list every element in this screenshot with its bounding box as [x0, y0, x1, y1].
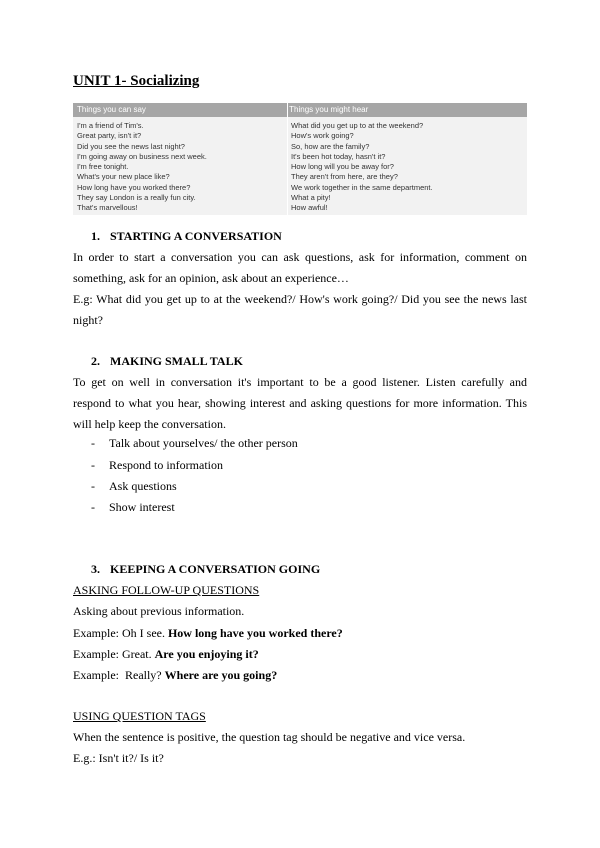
- phrase-cell: I'm going away on business next week.: [77, 151, 207, 161]
- section-heading-text: KEEPING A CONVERSATION GOING: [110, 562, 321, 576]
- column-things-you-might-hear: [291, 121, 433, 214]
- phrases-table-header: [73, 103, 527, 117]
- phrase-cell: So, how are the family?: [291, 141, 370, 151]
- section1-example: E.g: What did you get up to at the weekend?/ How's work going?/ Did you see the news last night?: [73, 292, 527, 327]
- section2-paragraph: To get on well in conversation it's important to be a good listener. Listen carefully and respond to what you hear, showing interest and asking questions for more information. This will help keep the conversation.: [73, 375, 527, 431]
- section-heading-text: STARTING A CONVERSATION: [110, 229, 282, 243]
- section-heading-text: MAKING SMALL TALK: [110, 354, 243, 368]
- phrase-cell: What a pity!: [291, 193, 331, 203]
- bullet-item: - Talk about yourselves/ the other person: [91, 436, 298, 450]
- phrase-cell: It's been hot today, hasn't it?: [291, 151, 386, 161]
- subheading-follow-up-questions: ASKING FOLLOW-UP QUESTIONS: [73, 583, 260, 597]
- section-number: 2.: [91, 354, 100, 368]
- phrase-cell: How awful!: [291, 203, 328, 213]
- column-things-you-can-say: [77, 121, 207, 214]
- section-heading-making-small-talk: [91, 354, 243, 369]
- bullet-item: - Show interest: [91, 500, 175, 514]
- bullet-item: - Ask questions: [91, 479, 177, 493]
- bullet-item: - Respond to information: [91, 458, 223, 472]
- subheading-question-tags: USING QUESTION TAGS: [73, 709, 206, 723]
- column-separator: [287, 103, 288, 215]
- phrase-cell: We work together in the same department.: [291, 182, 433, 192]
- phrase-cell: How long will you be away for?: [291, 162, 394, 172]
- phrase-cell: Great party, isn't it?: [77, 131, 142, 141]
- example-prefix: Example: Really?: [73, 668, 165, 682]
- section-heading-keeping-conversation-going: [91, 562, 320, 577]
- phrase-cell: I'm a friend of Tim's.: [77, 121, 144, 130]
- phrase-cell: How long have you worked there?: [77, 182, 191, 192]
- bullet-text: Respond to information: [109, 458, 223, 472]
- phrase-cell: Did you see the news last night?: [77, 141, 185, 151]
- example-prefix: Example: Oh I see.: [73, 626, 168, 640]
- phrase-cell: That's marvellous!: [77, 203, 138, 213]
- phrase-cell: What's your new place like?: [77, 172, 170, 182]
- section-number: 3.: [91, 562, 100, 576]
- bullet-text: Show interest: [109, 500, 175, 514]
- header-things-you-might-hear: Things you might hear: [289, 105, 369, 114]
- phrase-cell: I'm free tonight.: [77, 162, 129, 172]
- question-tags-example: E.g.: Isn't it?/ Is it?: [73, 751, 164, 765]
- header-things-you-can-say: Things you can say: [77, 105, 146, 114]
- section-heading-starting-conversation: [91, 229, 282, 244]
- example-question: Where are you going?: [164, 668, 278, 682]
- section-number: 1.: [91, 229, 100, 243]
- example-prefix: Example: Great.: [73, 647, 155, 661]
- example-line: [73, 665, 277, 686]
- bullet-text: Talk about yourselves/ the other person: [109, 436, 298, 450]
- phrase-cell: They say London is a really fun city.: [77, 193, 196, 203]
- phrase-cell: What did you get up to at the weekend?: [291, 121, 424, 130]
- example-question: Are you enjoying it?: [154, 647, 259, 661]
- section1-paragraph: In order to start a conversation you can ask questions, ask for information, comment on something, ask for an opinion, ask about an experience…: [73, 250, 527, 285]
- example-question: How long have you worked there?: [167, 626, 343, 640]
- follow-up-intro: Asking about previous information.: [73, 604, 245, 618]
- phrase-cell: How's work going?: [291, 131, 354, 141]
- question-tags-intro: When the sentence is positive, the question tag should be negative and vice versa.: [73, 730, 466, 744]
- phrases-table: [73, 103, 527, 215]
- example-line: [73, 644, 259, 665]
- example-line: [73, 623, 343, 644]
- bullet-text: Ask questions: [109, 479, 177, 493]
- page-title: UNIT 1- Socializing: [73, 73, 200, 89]
- phrase-cell: They aren't from here, are they?: [291, 172, 398, 182]
